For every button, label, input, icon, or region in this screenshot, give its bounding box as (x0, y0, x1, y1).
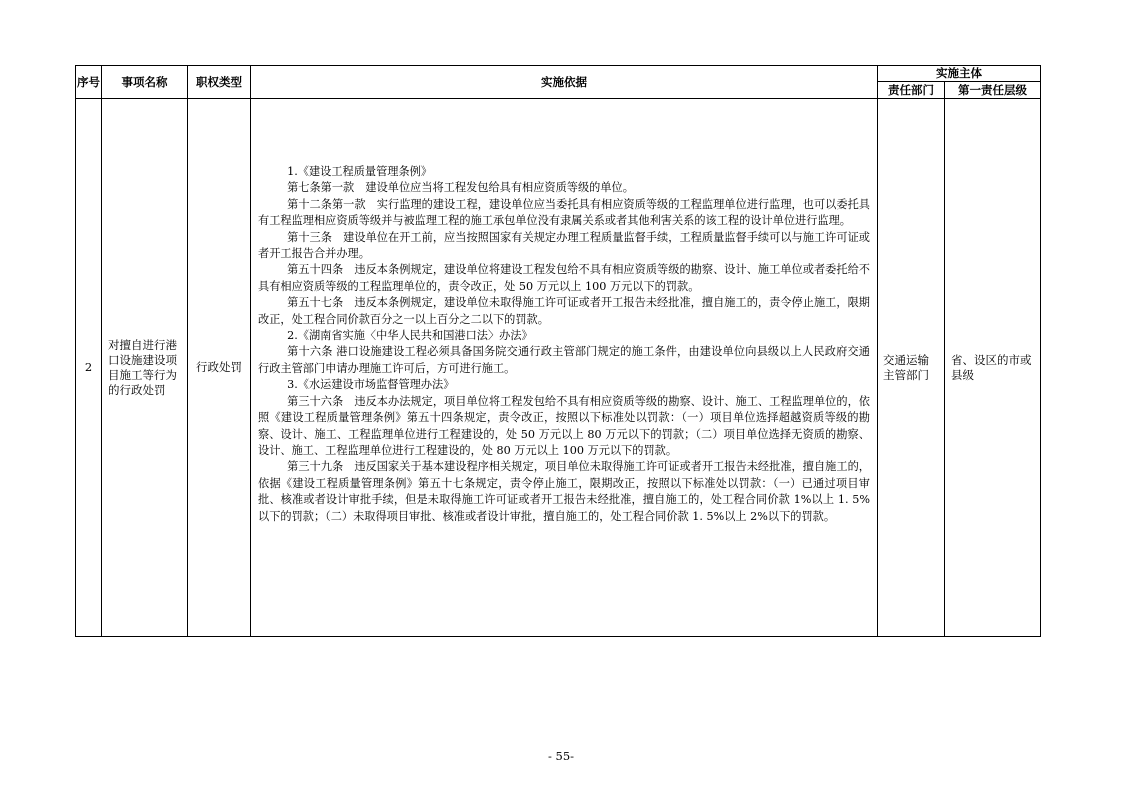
row-seq: 2 (76, 99, 102, 637)
basis-paragraph: 第三十六条 违反本办法规定，项目单位将工程发包给不具有相应资质等级的勘察、设计、施工、工程监理单位的，依照《建设工程质量管理条例》第五十四条规定，责令改正，按照以下标准处以罚款：（一）项目单位选择超越资质等级的勘察、设计、施工、工程监理单位进行工程建设的，处 50 万元以上 80 万元以下的罚款；（二）项目单位选择无资质的勘察、设计、施工、工程监理单位进行工程建设的，处 80 万元以上 100 万元以下的罚款。 (258, 394, 870, 457)
row-basis-cell (251, 99, 878, 637)
header-basis: 实施依据 (251, 66, 878, 99)
header-power-type: 职权类型 (188, 66, 251, 99)
basis-paragraph: 第五十四条 违反本条例规定，建设单位将建设工程发包给不具有相应资质等级的勘察、设计、施工单位或者委托给不具有相应资质等级的工程监理单位的，责令改正，处 50 万元以上 100 万元以下的罚款。 (258, 263, 870, 293)
row-dept: 交通运输主管部门 (878, 99, 945, 637)
row-item-name: 对擅自进行港口设施建设项目施工等行为的行政处罚 (102, 99, 188, 637)
page-number: - 55- (547, 749, 575, 763)
basis-paragraph: 第十二条第一款 实行监理的建设工程，建设单位应当委托具有相应资质等级的工程监理单位进行监理，也可以委托具有工程监理相应资质等级并与被监理工程的施工承包单位没有隶属关系或者其他利害关系的该工程的设计单位进行监理。 (258, 197, 870, 228)
header-dept: 责任部门 (878, 82, 945, 99)
header-level: 第一责任层级 (945, 82, 1041, 99)
header-subject: 实施主体 (878, 66, 1041, 82)
basis-paragraph: 3.《水运建设市场监督管理办法》 (287, 378, 455, 392)
table-row (76, 99, 1041, 637)
basis-paragraph: 第三十九条 违反国家关于基本建设程序相关规定，项目单位未取得施工许可证或者开工报告未经批准，擅自施工的，依据《建设工程质量管理条例》第五十七条规定，责令停止施工，限期改正，按照以下标准处以罚款：（一）已通过项目审批、核准或者设计审批手续，但是未取得施工许可证或者开工报告未经批准，擅自施工的，处工程合同价款 1%以上 1. 5%以下的罚款；（二）未取得项目审批、核准或者设计审批，擅自施工的，处工程合同价款 1. 5%以上 2%以下的罚款。 (258, 460, 870, 523)
enforcement-table (75, 65, 1041, 637)
basis-paragraph: 第五十七条 违反本条例规定，建设单位未取得施工许可证或者开工报告未经批准，擅自施工的，责令停止施工，限期改正，处工程合同价款百分之一以上百分之二以下的罚款。 (258, 296, 870, 326)
basis-paragraph: 第十六条 港口设施建设工程必须具备国务院交通行政主管部门规定的施工条件，由建设单位向县级以上人民政府交通行政主管部门申请办理施工许可后，方可进行施工。 (258, 345, 870, 375)
basis-paragraph: 2.《湖南省实施〈中华人民共和国港口法〉办法》 (287, 329, 533, 343)
header-item-name: 事项名称 (102, 66, 188, 99)
basis-paragraph: 1.《建设工程质量管理条例》 (287, 165, 433, 178)
basis-paragraph: 第十三条 建设单位在开工前，应当按照国家有关规定办理工程质量监督手续，工程质量监督手续可以与施工许可证或者开工报告合并办理。 (258, 230, 870, 261)
basis-paragraph: 第七条第一款 建设单位应当将工程发包给具有相应资质等级的单位。 (287, 181, 634, 195)
row-level: 省、设区的市或县级 (945, 99, 1041, 637)
header-seq: 序号 (76, 66, 102, 99)
basis-text (251, 99, 877, 525)
row-power-type: 行政处罚 (188, 99, 251, 637)
